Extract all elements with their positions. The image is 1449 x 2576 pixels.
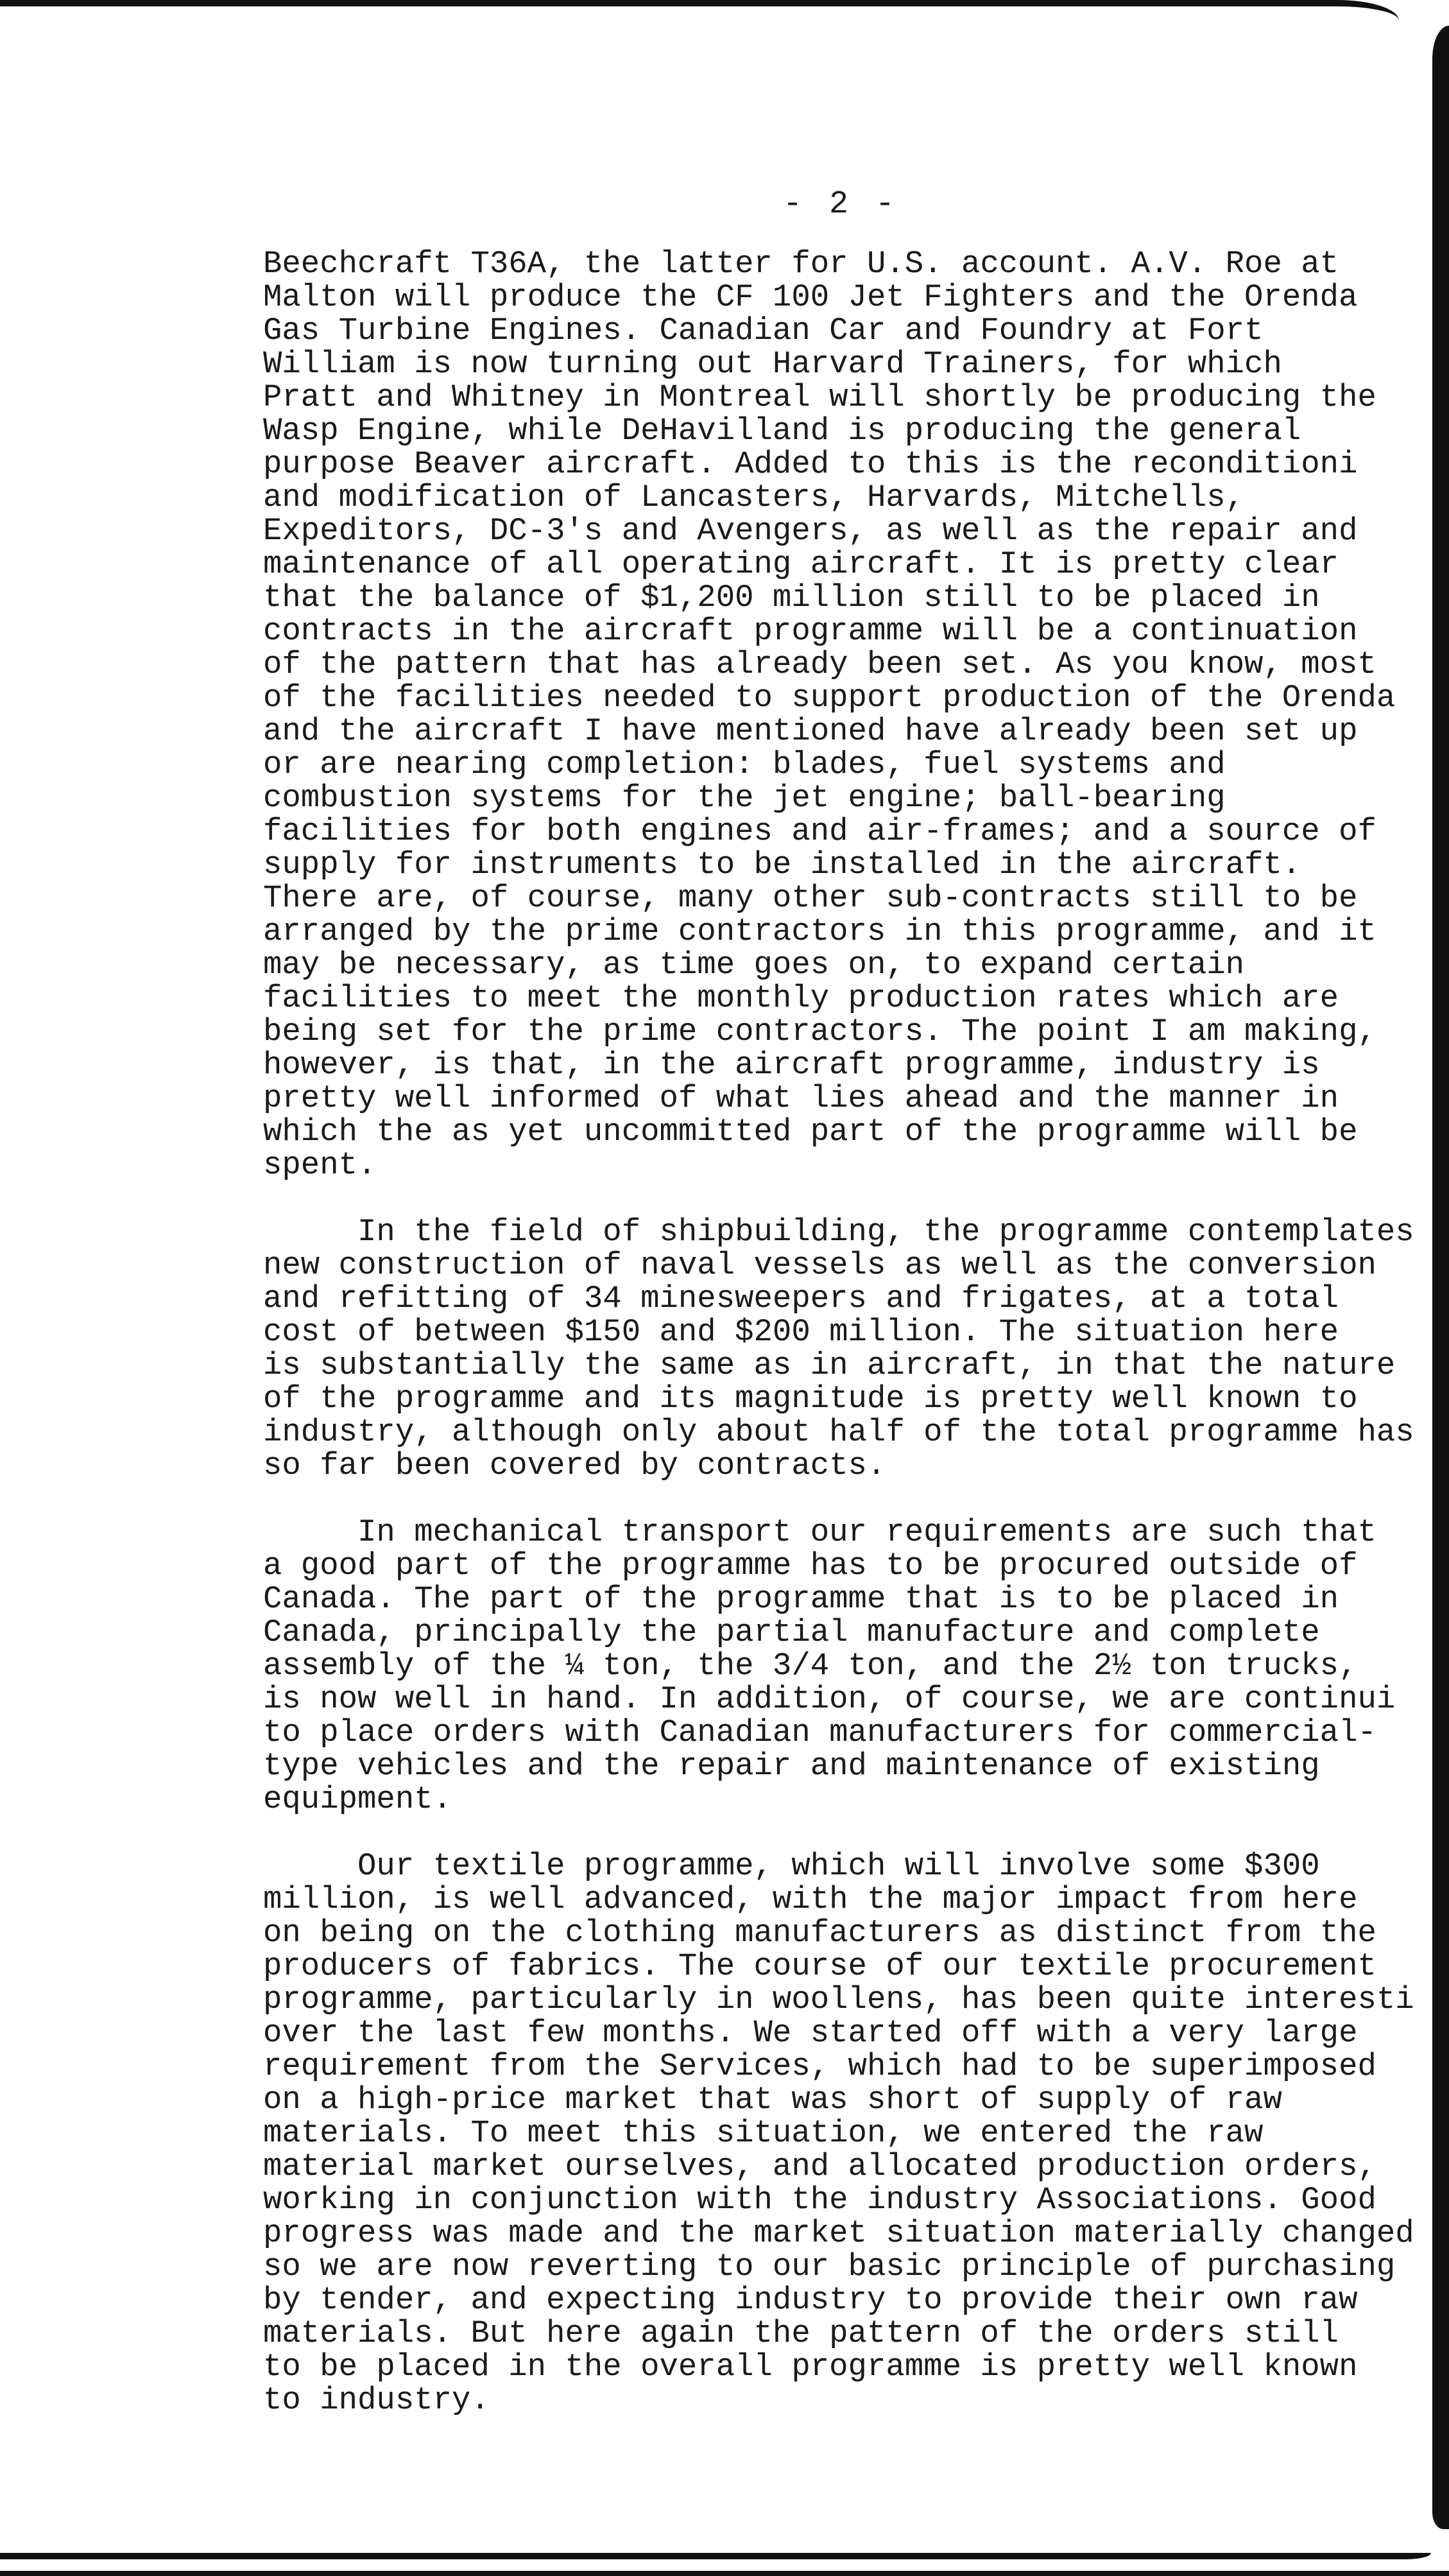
text-line: In the field of shipbuilding, the programme contemplates [263, 1214, 1414, 1250]
page-edge-right [1432, 26, 1449, 2529]
paragraph [263, 1516, 1425, 1816]
text-line: being set for the prime contractors. The point I am making, [263, 1014, 1376, 1050]
text-line: assembly of the ¼ ton, the 3/4 ton, and the 2½ ton trucks, [263, 1648, 1358, 1684]
text-line: Beechcraft T36A, the latter for U.S. account. A.V. Roe at [263, 246, 1339, 282]
text-line: working in conjunction with the industry Associations. Good [263, 2182, 1376, 2218]
text-line: to be placed in the overall programme is pretty well known [263, 2349, 1358, 2385]
text-line: of the pattern that has already been set. As you know, most [263, 646, 1376, 682]
text-line: requirement from the Services, which had to be superimposed [263, 2048, 1376, 2084]
text-line: facilities to meet the monthly production rates which are [263, 980, 1339, 1016]
text-line: on a high-price market that was short of supply of raw [263, 2082, 1282, 2118]
text-line: Canada. The part of the programme that is to be placed in [263, 1581, 1339, 1617]
text-line: In mechanical transport our requirements are such that [263, 1514, 1376, 1550]
text-line: and refitting of 34 minesweepers and frigates, at a total [263, 1281, 1339, 1317]
text-line: Our textile programme, which will involve some $300 [263, 1848, 1320, 1884]
text-line: maintenance of all operating aircraft. It is pretty clear [263, 546, 1339, 582]
text-line: supply for instruments to be installed in the aircraft. [263, 847, 1301, 883]
text-line: equipment. [263, 1781, 452, 1817]
document-body [263, 247, 1425, 2417]
text-line: over the last few months. We started off with a very large [263, 2015, 1358, 2051]
text-line: type vehicles and the repair and maintenance of existing [263, 1748, 1320, 1784]
text-line: facilities for both engines and air-frames; and a source of [263, 813, 1376, 849]
page-edge-bottom-outer [0, 2571, 1449, 2576]
text-line: of the programme and its magnitude is pretty well known to [263, 1381, 1358, 1417]
text-line: a good part of the programme has to be procured outside of [263, 1548, 1358, 1584]
text-line: There are, of course, many other sub-contracts still to be [263, 880, 1358, 916]
text-line: spent. [263, 1147, 377, 1183]
text-line: on being on the clothing manufacturers as distinct from the [263, 1915, 1376, 1951]
text-line: William is now turning out Harvard Trainers, for which [263, 346, 1282, 382]
text-line: by tender, and expecting industry to provide their own raw [263, 2282, 1358, 2318]
paragraph [263, 1215, 1425, 1482]
text-line: arranged by the prime contractors in this programme, and it [263, 913, 1376, 949]
text-line: purpose Beaver aircraft. Added to this is the reconditioni [263, 446, 1358, 482]
text-line: so far been covered by contracts. [263, 1448, 886, 1483]
text-line: Pratt and Whitney in Montreal will shortly be producing the [263, 379, 1376, 415]
text-line: is now well in hand. In addition, of course, we are continui [263, 1681, 1396, 1717]
page-edge-bottom [0, 2553, 1431, 2559]
text-line: cost of between $150 and $200 million. The situation here [263, 1314, 1339, 1350]
page-edge-top [0, 0, 1399, 21]
text-line: million, is well advanced, with the major impact from here [263, 1881, 1358, 1917]
text-line: materials. To meet this situation, we entered the raw [263, 2115, 1264, 2151]
paragraph [263, 247, 1425, 1182]
text-line: programme, particularly in woollens, has been quite interesti [263, 1982, 1414, 2018]
text-line: Expeditors, DC-3's and Avengers, as well as the repair and [263, 513, 1358, 549]
text-line: to industry. [263, 2382, 490, 2418]
text-line: of the facilities needed to support production of the Orenda [263, 680, 1396, 716]
text-line: producers of fabrics. The course of our textile procurement [263, 1948, 1376, 1984]
text-line: and the aircraft I have mentioned have already been set up [263, 713, 1358, 749]
text-line: Wasp Engine, while DeHavilland is producing the general [263, 413, 1301, 449]
page-number: - 2 - [783, 186, 899, 223]
text-line: pretty well informed of what lies ahead and the manner in [263, 1080, 1339, 1116]
text-line: may be necessary, as time goes on, to expand certain [263, 947, 1245, 983]
text-line: material market ourselves, and allocated production orders, [263, 2148, 1376, 2184]
text-line: materials. But here again the pattern of the orders still [263, 2315, 1339, 2351]
text-line: Canada, principally the partial manufacture and complete [263, 1614, 1320, 1650]
text-line: however, is that, in the aircraft programme, industry is [263, 1047, 1320, 1083]
text-line: Malton will produce the CF 100 Jet Fighters and the Orenda [263, 279, 1358, 315]
text-line: which the as yet uncommitted part of the programme will be [263, 1114, 1358, 1150]
text-line: industry, although only about half of the total programme has [263, 1414, 1414, 1450]
text-line: to place orders with Canadian manufacturers for commercial- [263, 1715, 1376, 1750]
paragraph [263, 1849, 1425, 2417]
text-line: new construction of naval vessels as well as the conversion [263, 1247, 1376, 1283]
text-line: progress was made and the market situation materially changed [263, 2215, 1414, 2251]
text-line: that the balance of $1,200 million still to be placed in [263, 580, 1320, 616]
text-line: so we are now reverting to our basic principle of purchasing [263, 2249, 1396, 2285]
text-line: or are nearing completion: blades, fuel systems and [263, 747, 1226, 782]
text-line: and modification of Lancasters, Harvards, Mitchells, [263, 480, 1245, 515]
text-line: is substantially the same as in aircraft, in that the nature [263, 1347, 1396, 1383]
text-line: contracts in the aircraft programme will be a continuation [263, 613, 1358, 649]
text-line: Gas Turbine Engines. Canadian Car and Foundry at Fort [263, 313, 1264, 349]
text-line: combustion systems for the jet engine; ball-bearing [263, 780, 1226, 816]
